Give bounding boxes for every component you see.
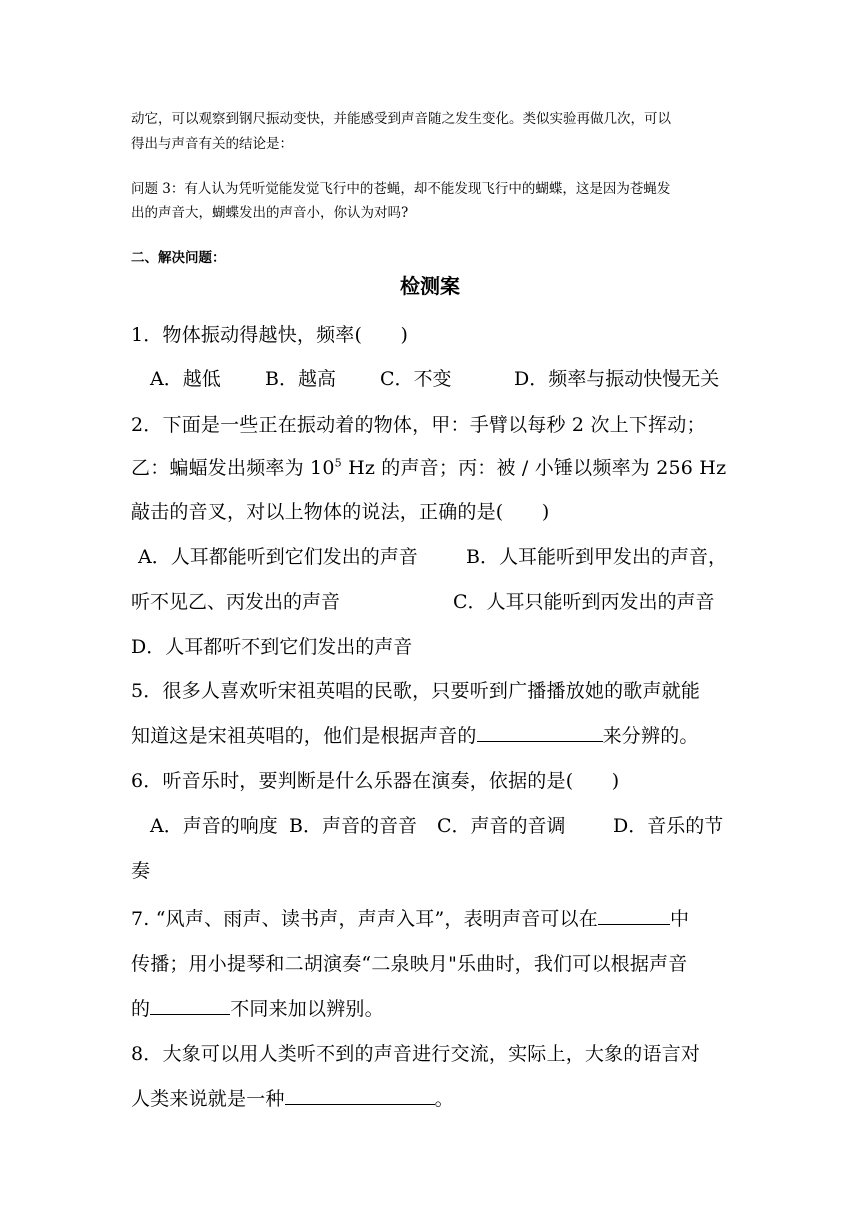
q2-line-2-end: Hz 的声音；丙：被 / 小锤以频率为 256 Hz <box>341 457 727 479</box>
q2-option-b-cont: 听不见乙、丙发出的声音 <box>131 591 341 613</box>
q7-line-3-start: 的 <box>131 998 151 1020</box>
q6-option-d: D．音乐的节 <box>613 815 724 837</box>
q5-line-1: 5．很多人喜欢听宋祖英唱的民歌，只要听到广播播放她的歌声就能 <box>131 680 701 702</box>
q8-line-2-start: 人类来说就是一种 <box>131 1088 285 1110</box>
q8-line-1: 8．大象可以用人类听不到的声音进行交流，实际上，大象的语言对 <box>131 1043 701 1065</box>
intro-line-2: 得出与声音有关的结论是： <box>131 136 293 152</box>
q6-stem: 6．听音乐时，要判断是什么乐器在演奏，依据的是( ) <box>131 770 620 792</box>
q2-option-c: C．人耳只能听到丙发出的声音 <box>453 591 715 613</box>
q2-exponent: 5 <box>334 456 342 470</box>
q5-line-2-end: 来分辨的。 <box>602 725 699 747</box>
q7-blank-2[interactable] <box>150 996 230 1015</box>
q2-line-2 <box>131 453 726 480</box>
q8-line-2-end: 。 <box>434 1088 454 1110</box>
q1-option-c: C．不变 <box>380 368 452 390</box>
q2-line-1: 2．下面是一些正在振动着的物体，甲：手臂以每秒 2 次上下挥动； <box>131 414 706 436</box>
q7-blank-1[interactable] <box>598 906 670 925</box>
q2-option-b: B．人耳能听到甲发出的声音， <box>466 546 727 568</box>
q6-option-a: A．声音的响度 <box>150 815 278 837</box>
q2-option-a: A．人耳都能听到它们发出的声音 <box>138 546 418 568</box>
q1-option-a: A．越低 <box>150 368 221 390</box>
q6-option-b: B．声音的音音 <box>289 815 417 837</box>
q7-line-2: 传播；用小提琴和二胡演奏“二泉映月"乐曲时，我们可以根据声音 <box>131 953 688 975</box>
q7-line-3 <box>131 994 384 1021</box>
intro-line-1: 动它，可以观察到钢尺振动变快，并能感受到声音随之发生变化。类似实验再做几次，可以 <box>131 111 671 127</box>
question-3-line-2: 出的声音大，蝴蝶发出的声音小，你认为对吗? <box>131 205 409 221</box>
question-3-line-1: 问题 3：有人认为凭听觉能发觉飞行中的苍蝇，却不能发现飞行中的蝴蝶，这是因为苍蝇发 <box>131 181 671 197</box>
q8-answer-blank[interactable] <box>285 1086 435 1105</box>
q7-line-1 <box>131 904 689 931</box>
q1-option-b: B．越高 <box>265 368 336 390</box>
q8-line-2 <box>131 1084 454 1111</box>
q5-line-2 <box>131 721 699 748</box>
q2-line-3: 敲击的音叉，对以上物体的说法，正确的是( ) <box>131 501 550 523</box>
q6-option-c: C．声音的音调 <box>437 815 566 837</box>
q7-line-1-end: 中 <box>670 908 690 930</box>
q5-answer-blank[interactable] <box>477 723 603 742</box>
q7-line-3-end: 不同来加以辨别。 <box>230 998 384 1020</box>
page-title: 检测案 <box>400 274 460 298</box>
section-heading: 二、解决问题： <box>131 250 226 266</box>
q1-option-d: D．频率与振动快慢无关 <box>514 368 720 390</box>
q7-line-1-start: 7. “风声、雨声、读书声，声声入耳”，表明声音可以在 <box>131 908 598 930</box>
q1-stem: 1．物体振动得越快，频率( ) <box>131 324 409 346</box>
q6-option-d-cont: 奏 <box>131 860 151 882</box>
q2-option-d: D．人耳都听不到它们发出的声音 <box>131 636 413 658</box>
q5-line-2-start: 知道这是宋祖英唱的，他们是根据声音的 <box>131 725 477 747</box>
q2-line-2-start: 乙：蝙蝠发出频率为 10 <box>131 457 335 479</box>
